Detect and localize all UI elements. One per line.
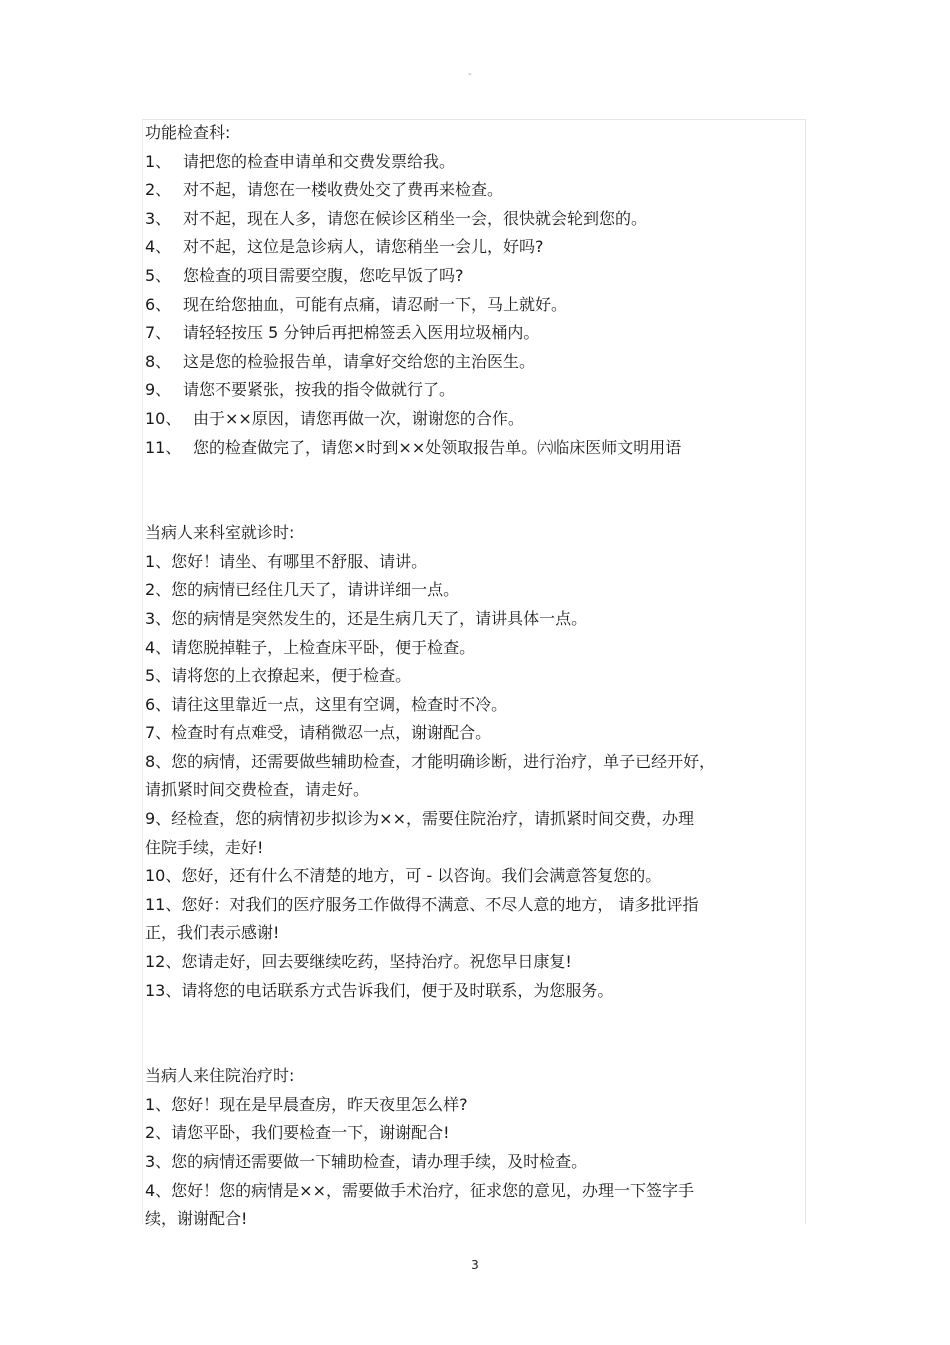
document-body — [145, 119, 805, 1234]
item-text: 请您不要紧张，按我的指令做就行了。 — [183, 380, 456, 400]
list-line: 4、您好！您的病情是××，需要做手术治疗，征求您的意见，办理一下签字手 — [145, 1180, 694, 1200]
list-line: 3、您的病情还需要做一下辅助检查，请办理手续，及时检查。 — [145, 1152, 588, 1171]
list-line: 2、请您平卧，我们要检查一下，谢谢配合! — [145, 1123, 450, 1143]
item-number: 5、 — [145, 265, 172, 285]
list-item — [145, 319, 805, 348]
item-number: 7、 — [145, 323, 172, 343]
item-number: 6、 — [145, 294, 172, 314]
list-line: 11、您好：对我们的医疗服务工作做得不满意、不尽人意的地方， 请多批评指 — [145, 894, 699, 914]
item-number: 11、 — [145, 437, 182, 457]
list-line: 1、您好！请坐、有哪里不舒服、请讲。 — [145, 551, 428, 571]
section1-list — [145, 148, 805, 463]
header-mark: - — [468, 69, 472, 80]
section-title: 当病人来住院治疗时: — [145, 1066, 295, 1086]
list-line: 2、您的病情已经住几天了，请讲详细一点。 — [145, 580, 460, 600]
list-line: 3、您的病情是突然发生的，还是生病几天了，请讲具体一点。 — [145, 608, 588, 628]
item-text: 现在给您抽血，可能有点痛，请忍耐一下，马上就好。 — [183, 294, 568, 314]
item-number: 4、 — [145, 237, 172, 257]
list-item — [145, 348, 805, 377]
list-line: 1、您好！现在是早晨查房，昨天夜里怎么样? — [145, 1094, 468, 1114]
item-number: 1、 — [145, 151, 172, 171]
item-text: 由于××原因，请您再做一次，谢谢您的合作。 — [193, 408, 524, 428]
item-number: 9、 — [145, 380, 172, 400]
list-line: 7、检查时有点难受，请稍微忍一点，谢谢配合。 — [145, 723, 492, 743]
item-text: 对不起，这位是急诊病人，请您稍坐一会儿，好吗? — [183, 237, 544, 257]
section-title: 当病人来科室就诊时: — [145, 523, 295, 543]
list-item — [145, 148, 805, 177]
item-number: 3、 — [145, 208, 172, 228]
list-item — [145, 205, 805, 234]
item-number: 2、 — [145, 180, 172, 200]
list-item — [145, 376, 805, 405]
section-title: 功能检查科: — [145, 123, 231, 142]
page-number: 3 — [471, 1258, 479, 1272]
list-item — [145, 262, 805, 291]
list-item — [145, 434, 805, 463]
list-line: 续，谢谢配合! — [145, 1209, 248, 1229]
item-text: 这是您的检验报告单，请拿好交给您的主治医生。 — [183, 351, 536, 371]
item-number: 10、 — [145, 408, 182, 428]
list-line: 正，我们表示感谢! — [145, 923, 280, 943]
item-text: 对不起，现在人多，请您在候诊区稍坐一会，很快就会轮到您的。 — [183, 208, 648, 228]
list-item — [145, 405, 805, 434]
section-spacer — [145, 462, 805, 519]
list-line: 12、您请走好，回去要继续吃药，坚持治疗。祝您早日康复! — [145, 952, 572, 972]
list-line: 请抓紧时间交费检查，请走好。 — [145, 780, 370, 800]
list-item — [145, 176, 805, 205]
item-text: 您检查的项目需要空腹，您吃早饭了吗? — [183, 265, 464, 285]
list-line: 住院手续，走好! — [145, 837, 264, 857]
list-line: 6、请往这里靠近一点，这里有空调，检查时不冷。 — [145, 694, 508, 714]
list-line: 9、经检查，您的病情初步拟诊为××，需要住院治疗，请抓紧时间交费，办理 — [145, 809, 694, 829]
list-item — [145, 233, 805, 262]
item-text: 对不起，请您在一楼收费处交了费再来检查。 — [183, 180, 504, 200]
item-text: 请轻轻按压 5 分钟后再把棉签丢入医用垃圾桶内。 — [183, 323, 540, 343]
list-line: 4、请您脱掉鞋子，上检查床平卧，便于检查。 — [145, 637, 476, 657]
list-line: 8、您的病情，还需要做些辅助检查，才能明确诊断，进行治疗，单子已经开好， — [145, 751, 716, 771]
item-number: 8、 — [145, 351, 172, 371]
item-text: 您的检查做完了，请您×时到××处领取报告单。㈥临床医师文明用语 — [193, 437, 682, 457]
list-item — [145, 291, 805, 320]
section2-list — [145, 548, 805, 1006]
section-spacer — [145, 1005, 805, 1062]
list-line: 13、请将您的电话联系方式告诉我们，便于及时联系，为您服务。 — [145, 980, 614, 1000]
section3-list — [145, 1091, 805, 1234]
list-line: 5、请将您的上衣撩起来，便于检查。 — [145, 666, 412, 686]
list-line: 10、您好，还有什么不清楚的地方，可 - 以咨询。我们会满意答复您的。 — [145, 866, 662, 886]
item-text: 请把您的检查申请单和交费发票给我。 — [183, 151, 456, 171]
